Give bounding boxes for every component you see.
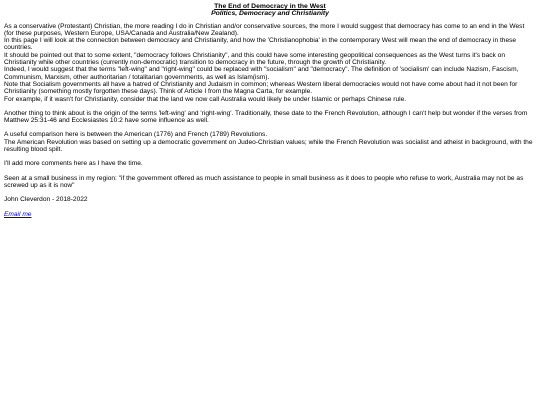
intro-line: It should be pointed out that to some extent, "democracy follows Christianity", and this could have some interesting geopolitical consequences as the West turns it's back on Christianity while other countries (currently non-democratic) transition to democracy in the future, through the growth of Christianity. [4,51,505,67]
origin-paragraph: Another thing to think about is the origin of the terms 'left-wing' and 'right-wing'. Traditionally, these date to the French Revolution, although I can't help but wonder if the verses from Matthew 25:31-46 and Ecclesiastes 10:2 have some influence as well. [4,109,528,125]
email-link[interactable]: Email me [4,210,32,218]
intro-line: Indeed, I would suggest that the terms "left-wing" and "right-wing" could be replaced with "socialism" and "democracy". The definition of 'socialism' can include Nazism, Fascism, Communism, Marxism, other authoritarian / totalitarian governments, as well as Islam(ism). [4,66,519,81]
author-credit: John Cleverdon - 2018-2022 [4,196,88,204]
more-comments-paragraph: I'll add more comments here as I have the time. [4,160,143,168]
comparison-paragraph [4,131,536,153]
intro-line: As a conservative (Protestant) Christian, the more reading I do in Christian and/or conservative sources, the more I would suggest that democracy has come to an end in the West (for these purposes, Western Europe, USA/Canada and Australia/New Zealand). [4,22,525,37]
comparison-line: The American Revolution was based on setting up a democratic government on Judeo-Christian values; while the French Revolution was socialist and atheist in background, with the resulting blood spilt. [4,138,533,154]
page-header [4,3,536,18]
intro-line: Note that Socialism governments all have a hatred of Christianity and Judaism in common; whereas Western liberal democracies would not have come about had it not been for Christianity (something mostly forgotten these days). Think of Article I from the Magna Carta, for example. [4,80,518,96]
comparison-line: A useful comparison here is between the American (1776) and French (1789) Revolutions. [4,131,268,139]
email-paragraph [4,211,536,218]
intro-paragraph [4,23,536,103]
quote-paragraph: Seen at a small business in my region: "if the government offered as much assistance to people in small business as it does to people who refuse to work, Australia may not be as screwed up as it is now" [4,174,524,189]
page-title: The End of Democracy in the West [214,3,326,10]
page-subtitle: Politics, Democracy and Christianity [211,10,329,18]
intro-line: In this page I will look at the connection between democracy and Christianity, and how the 'Christianophobia' in the contemporary West will mean the end of democracy in these countries. [4,37,517,52]
intro-line: For example, if it wasn't for Christianity, consider that the land we now call Australia would likely be under Islamic or perhaps Chinese rule. [4,95,407,103]
